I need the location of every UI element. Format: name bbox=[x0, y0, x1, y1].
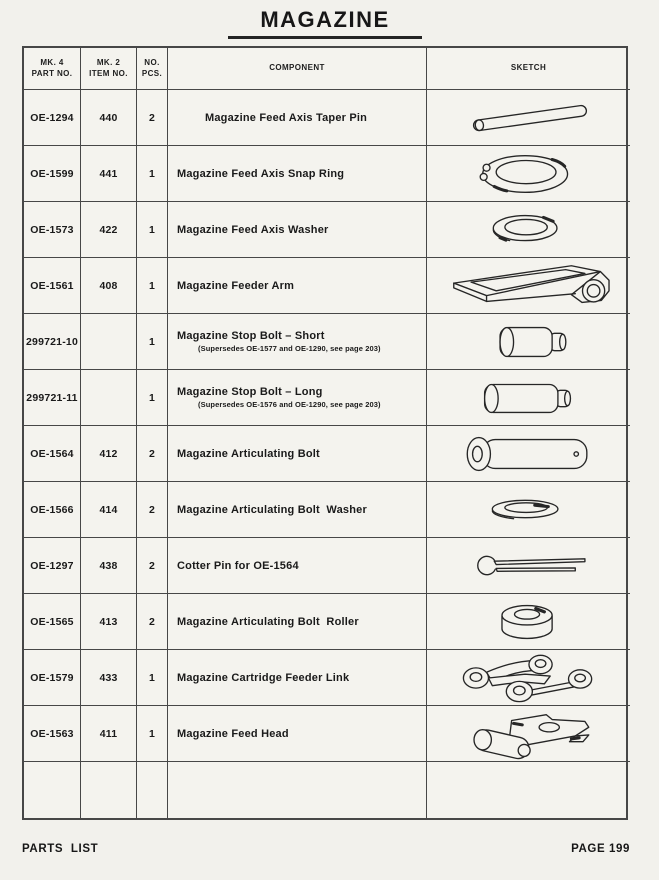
table-row bbox=[24, 258, 626, 314]
cell-item-no: 412 bbox=[81, 426, 137, 482]
cell-pcs: 2 bbox=[137, 426, 168, 482]
cell-part-no: 299721-11 bbox=[24, 370, 81, 426]
cell-sketch bbox=[427, 706, 630, 762]
stop-bolt-short-sketch bbox=[428, 315, 629, 369]
feed-head-sketch bbox=[428, 707, 629, 761]
cell-component bbox=[168, 314, 427, 370]
component-name: Magazine Articulating Bolt bbox=[177, 447, 320, 460]
header-pcs-line2: PCS. bbox=[141, 68, 163, 78]
header-part-no-line1: MK. 4 bbox=[40, 57, 64, 67]
header-component bbox=[168, 48, 427, 90]
cell-pcs: 2 bbox=[137, 538, 168, 594]
component-note: (Supersedes OE-1576 and OE-1290, see page 203) bbox=[198, 400, 381, 409]
cell-component bbox=[168, 650, 427, 706]
component-name: Magazine Feed Axis Snap Ring bbox=[177, 167, 345, 180]
cell-sketch bbox=[427, 90, 630, 146]
cell-part-no: OE-1297 bbox=[24, 538, 81, 594]
stop-bolt-long-sketch bbox=[428, 371, 629, 425]
cell-pcs: 2 bbox=[137, 90, 168, 146]
cell-item-no bbox=[81, 314, 137, 370]
component-name: Magazine Articulating Bolt Roller bbox=[177, 615, 359, 628]
header-pcs-line1: NO. bbox=[144, 57, 160, 67]
header-pcs bbox=[137, 48, 168, 90]
cell-part-no: 299721-10 bbox=[24, 314, 81, 370]
washer-sketch bbox=[428, 203, 629, 257]
cell-pcs: 1 bbox=[137, 370, 168, 426]
cell-pcs: 1 bbox=[137, 314, 168, 370]
cell-part-no: OE-1573 bbox=[24, 202, 81, 258]
bolt-washer-sketch bbox=[428, 483, 629, 537]
page-title: MAGAZINE bbox=[260, 7, 390, 32]
cell-component bbox=[168, 706, 427, 762]
table-row bbox=[24, 426, 626, 482]
cell-component bbox=[168, 594, 427, 650]
cell-component bbox=[168, 90, 427, 146]
page-header bbox=[22, 7, 628, 39]
header-item-no-line2: ITEM NO. bbox=[89, 68, 128, 78]
cell-pcs: 2 bbox=[137, 594, 168, 650]
cell-item-no: 440 bbox=[81, 90, 137, 146]
cell-sketch bbox=[427, 594, 630, 650]
cell-component bbox=[168, 482, 427, 538]
footer-page-number: PAGE 199 bbox=[571, 843, 630, 855]
component-name: Cotter Pin for OE-1564 bbox=[177, 559, 299, 572]
component-name: Magazine Articulating Bolt Washer bbox=[177, 503, 367, 516]
cell-item-no: 422 bbox=[81, 202, 137, 258]
component-name: Magazine Feed Axis Taper Pin bbox=[205, 111, 368, 124]
articulating-bolt-sketch bbox=[428, 427, 629, 481]
cell-component bbox=[168, 146, 427, 202]
cell-item-no: 413 bbox=[81, 594, 137, 650]
cell-sketch bbox=[427, 538, 630, 594]
table-header-row bbox=[24, 48, 626, 90]
feeder-arm-sketch bbox=[428, 259, 629, 313]
cell-item-no bbox=[81, 370, 137, 426]
cell-sketch bbox=[427, 482, 630, 538]
cell-part-no: OE-1564 bbox=[24, 426, 81, 482]
footer-parts-list: PARTS LIST bbox=[22, 843, 99, 855]
cell-pcs: 1 bbox=[137, 258, 168, 314]
header-sketch bbox=[427, 48, 630, 90]
cell-sketch bbox=[427, 762, 630, 818]
cell-component bbox=[168, 202, 427, 258]
cell-part-no: OE-1563 bbox=[24, 706, 81, 762]
title-underline bbox=[228, 36, 422, 39]
table-row bbox=[24, 90, 626, 146]
cell-item-no: 438 bbox=[81, 538, 137, 594]
page-footer bbox=[22, 843, 630, 855]
component-note: (Supersedes OE-1577 and OE-1290, see page 203) bbox=[198, 344, 381, 353]
table-row bbox=[24, 482, 626, 538]
cell-part-no: OE-1566 bbox=[24, 482, 81, 538]
component-name: Magazine Feed Head bbox=[177, 727, 289, 740]
header-part-no bbox=[24, 48, 81, 90]
table-row bbox=[24, 650, 626, 706]
cell-component bbox=[168, 258, 427, 314]
cell-pcs: 2 bbox=[137, 482, 168, 538]
header-item-no bbox=[81, 48, 137, 90]
cell-item-no bbox=[81, 762, 137, 818]
header-part-no-line2: PART NO. bbox=[31, 68, 73, 78]
table-row bbox=[24, 594, 626, 650]
table-row bbox=[24, 202, 626, 258]
cell-part-no: OE-1561 bbox=[24, 258, 81, 314]
header-component-label: COMPONENT bbox=[269, 63, 325, 73]
cell-component bbox=[168, 538, 427, 594]
component-name: Magazine Stop Bolt – Short bbox=[177, 330, 325, 342]
cell-part-no: OE-1294 bbox=[24, 90, 81, 146]
cotter-pin-sketch bbox=[428, 539, 629, 593]
taper-pin-sketch bbox=[428, 91, 629, 145]
header-sketch-label: SKETCH bbox=[510, 63, 547, 73]
table-body bbox=[24, 90, 626, 818]
cell-part-no: OE-1565 bbox=[24, 594, 81, 650]
component-name: Magazine Cartridge Feeder Link bbox=[177, 671, 350, 684]
table-row bbox=[24, 538, 626, 594]
cell-sketch bbox=[427, 426, 630, 482]
cell-sketch bbox=[427, 202, 630, 258]
header-item-no-line1: MK. 2 bbox=[96, 57, 121, 67]
table-row bbox=[24, 706, 626, 762]
cell-sketch bbox=[427, 258, 630, 314]
cell-pcs: 1 bbox=[137, 650, 168, 706]
snap-ring-sketch bbox=[428, 147, 629, 201]
cell-item-no: 433 bbox=[81, 650, 137, 706]
cell-item-no: 414 bbox=[81, 482, 137, 538]
cell-part-no: OE-1599 bbox=[24, 146, 81, 202]
cell-item-no: 441 bbox=[81, 146, 137, 202]
cell-component bbox=[168, 762, 427, 818]
roller-sketch bbox=[428, 595, 629, 649]
feeder-link-sketch bbox=[428, 651, 629, 705]
cell-pcs: 1 bbox=[137, 146, 168, 202]
table-row bbox=[24, 146, 626, 202]
table-row bbox=[24, 314, 626, 370]
cell-component bbox=[168, 370, 427, 426]
component-name: Magazine Stop Bolt – Long bbox=[177, 386, 323, 398]
cell-sketch bbox=[427, 314, 630, 370]
table-row bbox=[24, 762, 626, 818]
cell-item-no: 408 bbox=[81, 258, 137, 314]
component-name: Magazine Feeder Arm bbox=[177, 279, 295, 292]
cell-pcs bbox=[137, 762, 168, 818]
cell-sketch bbox=[427, 370, 630, 426]
component-name: Magazine Feed Axis Washer bbox=[177, 223, 329, 236]
cell-item-no: 411 bbox=[81, 706, 137, 762]
cell-pcs: 1 bbox=[137, 706, 168, 762]
table-row bbox=[24, 370, 626, 426]
cell-part-no bbox=[24, 762, 81, 818]
cell-sketch bbox=[427, 146, 630, 202]
cell-component bbox=[168, 426, 427, 482]
cell-part-no: OE-1579 bbox=[24, 650, 81, 706]
cell-pcs: 1 bbox=[137, 202, 168, 258]
cell-sketch bbox=[427, 650, 630, 706]
parts-table bbox=[22, 46, 628, 820]
